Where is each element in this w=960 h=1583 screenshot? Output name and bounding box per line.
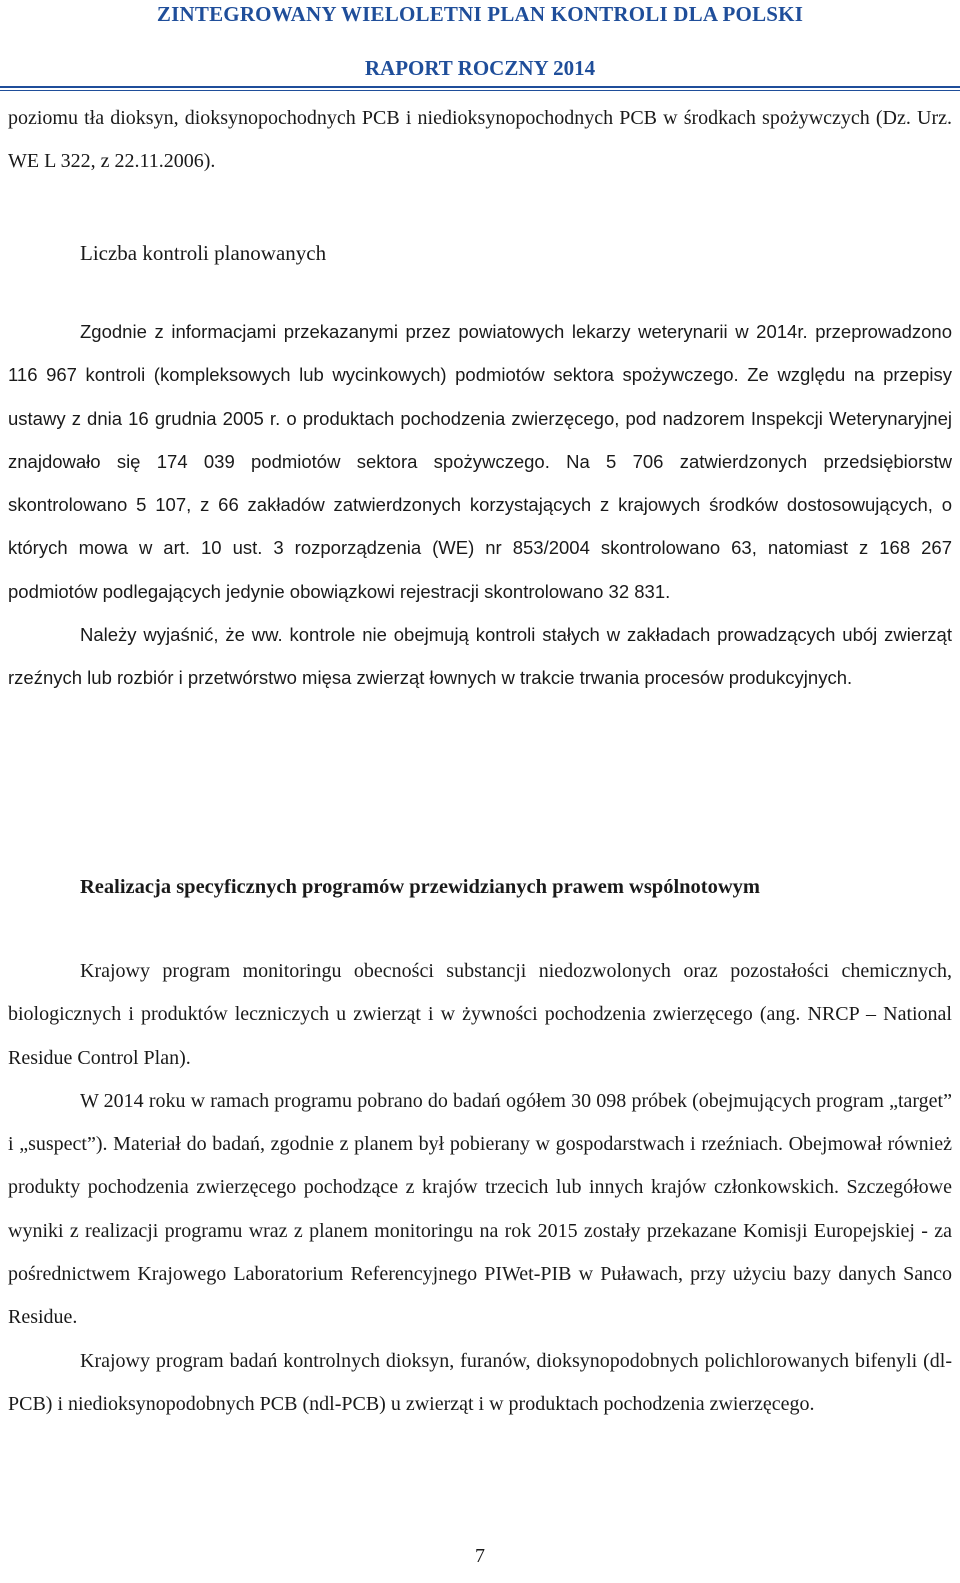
section-title-community-programs: Realizacja specyficznych programów przewidzianych prawem wspólnotowym [80,876,761,898]
header-title: ZINTEGROWANY WIELOLETNI PLAN KONTROLI DLA POLSKI [156,2,804,26]
page-header [0,0,960,92]
document-body-section2 [8,950,952,1426]
section-title-planned-controls: Liczba kontroli planowanych [80,241,327,265]
header-subtitle: RAPORT ROCZNY 2014 [364,56,596,80]
paragraph-dioxin-program: Krajowy program badań kontrolnych dioksyn, furanów, dioksynopodobnych polichlorowanych bifenyli (dl-PCB) i niedioksynopodobnych PCB (ndl-PCB) u zwierząt i w produktach pochodzenia zwierzęcego. [8,1349,952,1415]
paragraph-intro: poziomu tła dioksyn, dioksynopochodnych PCB i niedioksynopochodnych PCB w środkach spożywczych (Dz. Urz. WE L 322, z 22.11.2006). [8,107,952,173]
paragraph-clarification: Należy wyjaśnić, że ww. kontrole nie obejmują kontroli stałych w zakładach prowadzących ubój zwierząt rzeźnych lub rozbiór i przetwórstwo mięsa zwierząt łownych w trakcie trwania procesów produkcyjnych. [8,624,952,689]
page-number: 7 [475,1545,485,1567]
paragraph-nrcp: Krajowy program monitoringu obecności substancji niedozwolonych oraz pozostałości chemicznych, biologicznych i produktów leczniczych u zwierząt i w żywności pochodzenia zwierzęcego (ang. NRCP – National Residue Control Plan). [8,960,952,1069]
paragraph-controls-summary: Zgodnie z informacjami przekazanymi przez powiatowych lekarzy weterynarii w 2014r. przeprowadzono 116 967 kontroli (kompleksowych lub wycinkowych) podmiotów sektora spożywczego. Ze względu na przepisy ustawy z dnia 16 grudnia 2005 r. o produktach pochodzenia zwierzęcego, pod nadzorem Inspekcji Weterynaryjnej znajdowało się 174 039 podmiotów sektora spożywczego. Na 5 706 zatwierdzonych przedsiębiorstw skontrolowano 5 107, z 66 zakładów zatwierdzonych korzystających z krajowych środków dostosowujących, o których mowa w art. 10 ust. 3 rozporządzenia (WE) nr 853/2004 skontrolowano 63, natomiast z 168 267 podmiotów podlegających jedynie obowiązkowi rejestracji skontrolowano 32 831. [8,321,952,602]
document-body-section1 [8,310,952,700]
paragraph-samples-2014: W 2014 roku w ramach programu pobrano do badań ogółem 30 098 próbek (obejmujących program „target” i „suspect”). Materiał do badań, zgodnie z planem był pobierany w gospodarstwach i rzeźniach. Obejmował również produkty pochodzenia zwierzęcego pochodzące z krajów trzecich lub innych krajów członkowskich. Szczegółowe wyniki z realizacji programu wraz z planem monitoringu na rok 2015 zostały przekazane Komisji Europejskiej - za pośrednictwem Krajowego Laboratorium Referencyjnego PIWet-PIB w Puławach, przy użyciu bazy danych Sanco Residue. [8,1089,952,1329]
header-divider-thin [0,90,960,91]
header-divider [0,86,960,88]
document-body [8,97,952,184]
